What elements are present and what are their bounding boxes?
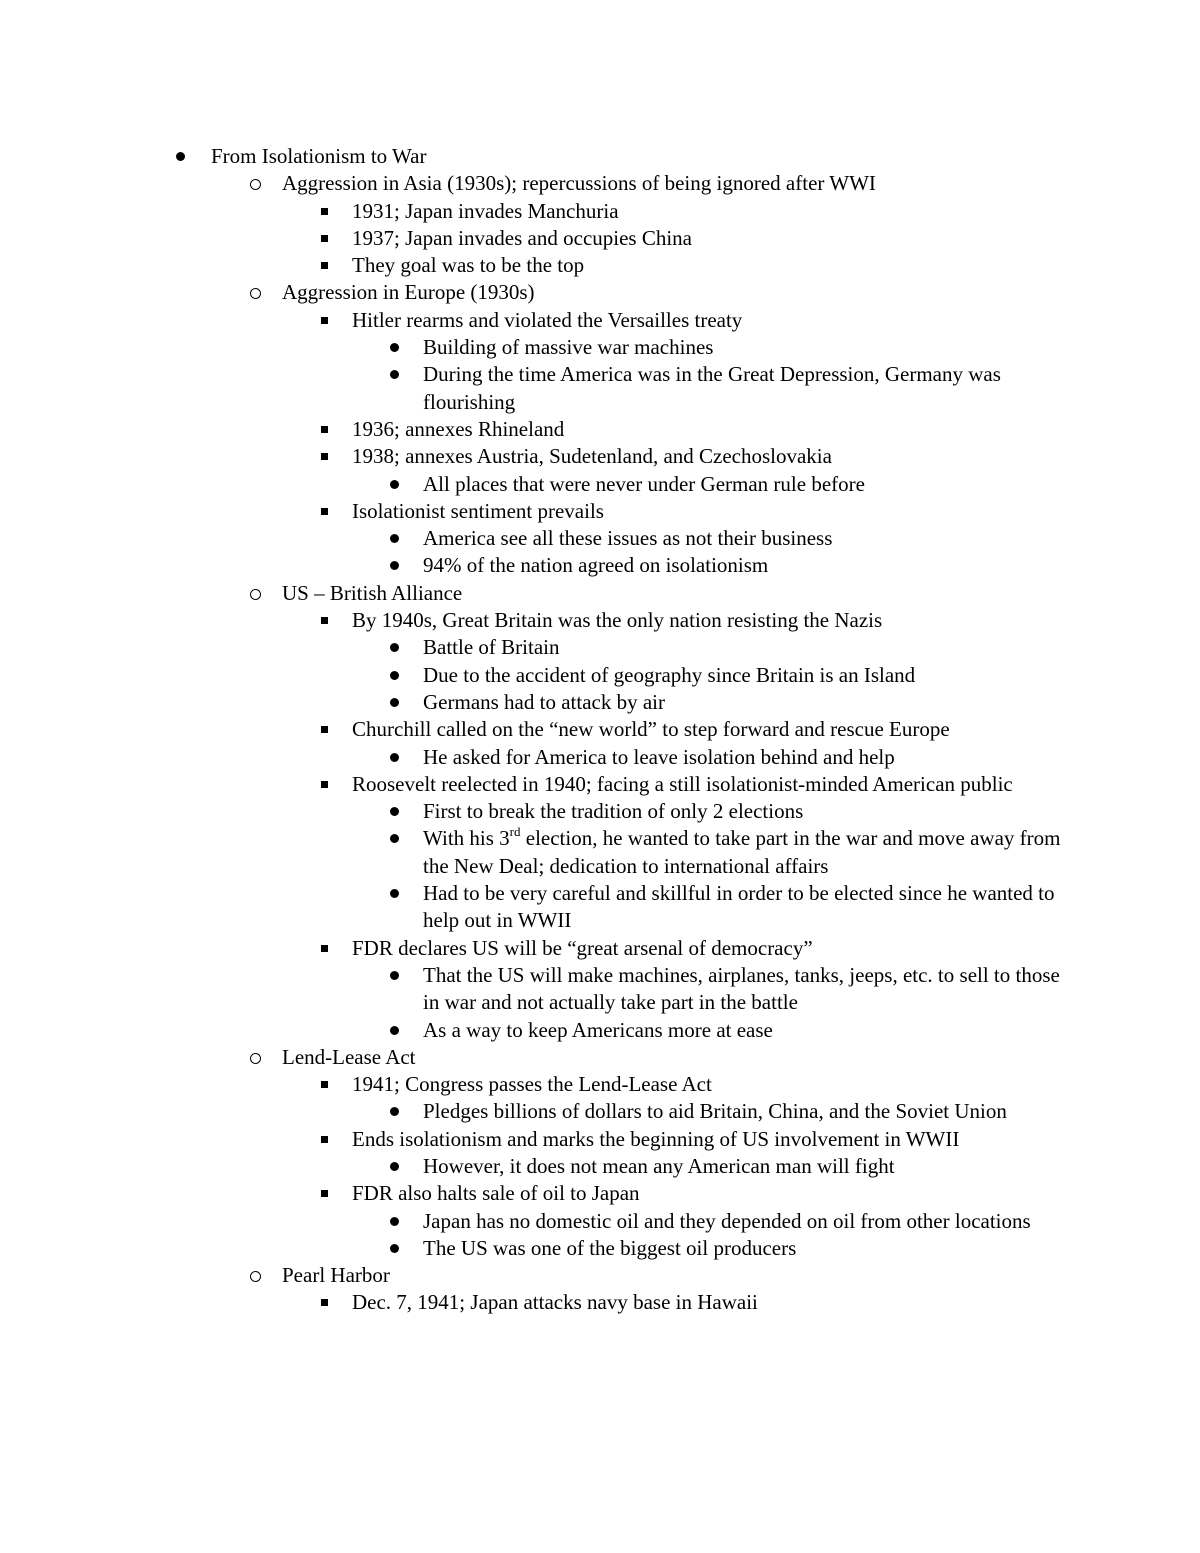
outline-item-text: Due to the accident of geography since Britain is an Island xyxy=(423,662,916,687)
outline-item-level-2 xyxy=(0,279,972,306)
outline-item-level-4 xyxy=(0,744,1063,771)
outline-item-level-4 xyxy=(0,361,1063,416)
bullet-disc-icon xyxy=(384,634,404,661)
outline-item-level-1 xyxy=(0,143,901,170)
bullet-disc-icon xyxy=(384,825,404,852)
outline-item-level-4 xyxy=(0,825,1063,880)
bullet-square-icon xyxy=(314,1126,334,1153)
outline-text-part: election, he wanted to take part in the war and move away from the New Deal; dedication to international affairs xyxy=(423,826,1061,878)
outline-item-text: 1936; annexes Rhineland xyxy=(352,416,565,441)
outline-item-text: Isolationist sentiment prevails xyxy=(352,498,604,523)
outline-item-text: Aggression in Asia (1930s); repercussions of being ignored after WWI xyxy=(282,171,876,196)
outline-item-text: During the time America was in the Great Depression, Germany was flourishing xyxy=(423,362,1001,414)
outline-item-level-3 xyxy=(0,935,1042,962)
bullet-disc-icon xyxy=(384,1235,404,1262)
bullet-disc-icon xyxy=(384,471,404,498)
outline-item-text: Lend-Lease Act xyxy=(282,1044,416,1069)
outline-item-level-4 xyxy=(0,634,1063,661)
outline-item-level-3 xyxy=(0,1289,1042,1316)
bullet-square-icon xyxy=(314,716,334,743)
outline-item-text: Hitler rearms and violated the Versailles treaty xyxy=(352,307,743,332)
bullet-circle-icon xyxy=(245,1262,265,1289)
outline-item-level-4 xyxy=(0,1208,1063,1235)
bullet-square-icon xyxy=(314,225,334,252)
bullet-disc-icon xyxy=(384,689,404,716)
outline-item-level-3 xyxy=(0,198,1042,225)
bullet-square-icon xyxy=(314,307,334,334)
outline-item-level-3 xyxy=(0,1071,1042,1098)
outline-item-level-2 xyxy=(0,580,972,607)
bullet-disc-icon xyxy=(384,962,404,989)
outline-item-text: He asked for America to leave isolation behind and help xyxy=(423,744,895,769)
outline-item-text: US – British Alliance xyxy=(282,580,463,605)
bullet-square-icon xyxy=(314,1071,334,1098)
outline-item-text: 1938; annexes Austria, Sudetenland, and Czechoslovakia xyxy=(352,444,832,469)
outline-item-level-4 xyxy=(0,1153,1063,1180)
outline-item-text: Germans had to attack by air xyxy=(423,689,665,714)
outline-item-level-4 xyxy=(0,525,1063,552)
outline-item-text: Dec. 7, 1941; Japan attacks navy base in Hawaii xyxy=(352,1290,758,1315)
outline-item-text: 1931; Japan invades Manchuria xyxy=(352,198,619,223)
outline-item-level-3 xyxy=(0,498,1042,525)
outline-item-text: Pledges billions of dollars to aid Britain, China, and the Soviet Union xyxy=(423,1099,1007,1124)
outline-item-text: Building of massive war machines xyxy=(423,335,714,360)
outline-item-level-4 xyxy=(0,1098,1063,1125)
outline-item-text: Churchill called on the “new world” to step forward and rescue Europe xyxy=(352,717,950,742)
bullet-square-icon xyxy=(314,498,334,525)
outline-item-level-3 xyxy=(0,1126,1042,1153)
bullet-disc-icon xyxy=(384,744,404,771)
bullet-disc-icon xyxy=(384,798,404,825)
outline-item-level-4 xyxy=(0,798,1063,825)
bullet-disc-icon xyxy=(384,361,404,388)
outline-item-level-4 xyxy=(0,1017,1063,1044)
bullet-square-icon xyxy=(314,416,334,443)
outline-item-text: Aggression in Europe (1930s) xyxy=(282,280,535,305)
outline-item-text: America see all these issues as not their business xyxy=(423,526,833,551)
bullet-square-icon xyxy=(314,252,334,279)
outline-item-level-3 xyxy=(0,252,1042,279)
bullet-circle-icon xyxy=(245,1044,265,1071)
bullet-circle-icon xyxy=(245,279,265,306)
outline-item-text: As a way to keep Americans more at ease xyxy=(423,1017,773,1042)
outline-item-text: 1941; Congress passes the Lend-Lease Act xyxy=(352,1072,712,1097)
outline-item-level-4 xyxy=(0,552,1063,579)
outline-item-level-4 xyxy=(0,334,1063,361)
outline-item-text: Battle of Britain xyxy=(423,635,560,660)
bullet-square-icon xyxy=(314,198,334,225)
bullet-disc-icon xyxy=(384,1153,404,1180)
outline-item-text: That the US will make machines, airplanes, tanks, jeeps, etc. to sell to those in war and not actually take part in the battle xyxy=(423,962,1060,1015)
outline-item-level-2 xyxy=(0,1044,972,1071)
outline-item-level-3 xyxy=(0,307,1042,334)
outline-item-text: FDR declares US will be “great arsenal of democracy” xyxy=(352,935,813,960)
bullet-square-icon xyxy=(314,1289,334,1316)
bullet-disc-icon xyxy=(384,1208,404,1235)
bullet-disc-icon xyxy=(384,1017,404,1044)
outline-item-text: By 1940s, Great Britain was the only nation resisting the Nazis xyxy=(352,608,883,633)
outline-item-level-4 xyxy=(0,689,1063,716)
bullet-square-icon xyxy=(314,1180,334,1207)
bullet-disc-icon xyxy=(384,334,404,361)
bullet-disc-icon xyxy=(384,525,404,552)
outline-item-text: Roosevelt reelected in 1940; facing a still isolationist-minded American public xyxy=(352,771,1013,796)
outline-item-level-2 xyxy=(0,1262,972,1289)
outline-item-level-3 xyxy=(0,416,1042,443)
outline-item-text xyxy=(423,825,1063,880)
outline-item-text: FDR also halts sale of oil to Japan xyxy=(352,1181,640,1206)
outline-item-text: The US was one of the biggest oil producers xyxy=(423,1235,797,1260)
outline-item-level-4 xyxy=(0,962,1063,1017)
outline-item-level-4 xyxy=(0,880,1063,935)
outline-item-text: From Isolationism to War xyxy=(211,144,427,168)
outline-item-text: All places that were never under German rule before xyxy=(423,471,865,496)
document-page xyxy=(0,143,1200,1317)
outline-item-level-3 xyxy=(0,1180,1042,1207)
bullet-circle-icon xyxy=(245,170,265,197)
outline-item-text: However, it does not mean any American man will fight xyxy=(423,1153,895,1178)
bullet-disc-icon xyxy=(384,552,404,579)
outline-item-level-3 xyxy=(0,716,1042,743)
outline-text-part: With his 3 xyxy=(423,826,510,851)
outline-item-text: First to break the tradition of only 2 elections xyxy=(423,799,804,824)
bullet-disc-icon xyxy=(384,880,404,907)
outline-item-text: 1937; Japan invades and occupies China xyxy=(352,225,692,250)
bullet-disc-icon xyxy=(384,1098,404,1125)
outline-item-level-3 xyxy=(0,607,1042,634)
outline-item-text: Pearl Harbor xyxy=(282,1263,390,1288)
outline-item-level-4 xyxy=(0,662,1063,689)
bullet-square-icon xyxy=(314,443,334,470)
outline-item-level-4 xyxy=(0,1235,1063,1262)
outline-item-text: They goal was to be the top xyxy=(352,253,585,278)
outline-item-level-2 xyxy=(0,170,972,197)
bullet-disc-icon xyxy=(384,662,404,689)
outline-item-text: Japan has no domestic oil and they depended on oil from other locations xyxy=(423,1208,1031,1233)
outline-item-text: Had to be very careful and skillful in order to be elected since he wanted to help out in WWII xyxy=(423,881,1055,933)
bullet-square-icon xyxy=(314,771,334,798)
outline-item-text: Ends isolationism and marks the beginning of US involvement in WWII xyxy=(352,1126,960,1151)
bullet-disc-icon xyxy=(170,143,190,170)
outline-item-level-4 xyxy=(0,471,1063,498)
outline-item-level-3 xyxy=(0,225,1042,252)
ordinal-superscript: rd xyxy=(509,824,521,840)
outline-item-level-3 xyxy=(0,771,1042,798)
outline-item-level-3 xyxy=(0,443,1042,470)
bullet-square-icon xyxy=(314,607,334,634)
bullet-square-icon xyxy=(314,935,334,962)
bullet-circle-icon xyxy=(245,580,265,607)
outline-item-text: 94% of the nation agreed on isolationism xyxy=(423,553,769,578)
